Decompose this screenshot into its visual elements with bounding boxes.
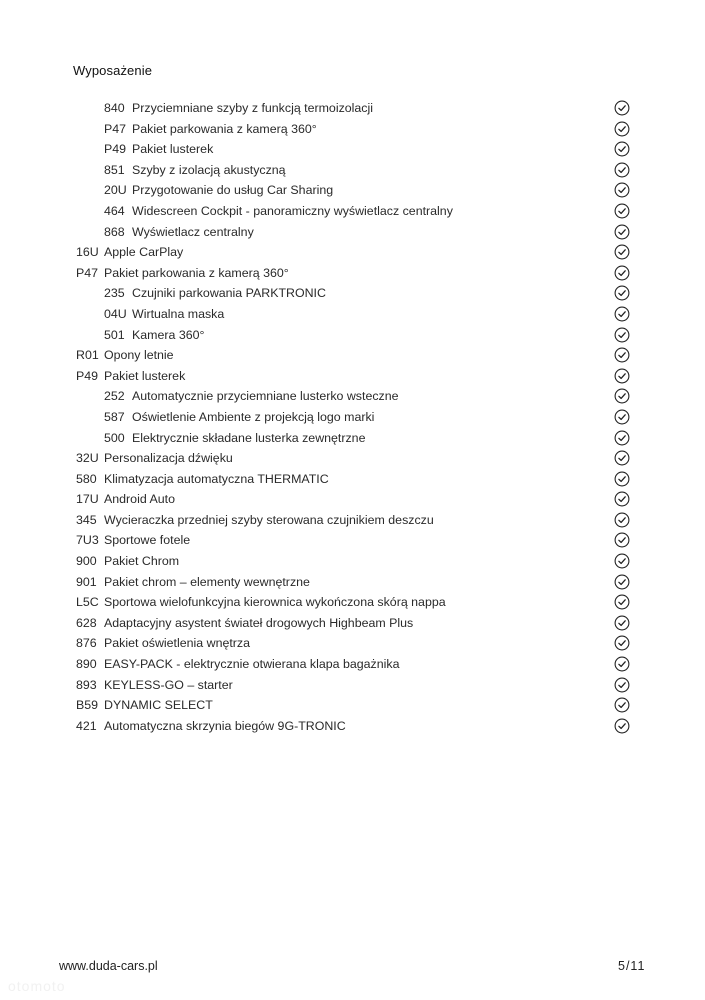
equipment-item — [0, 633, 705, 654]
equipment-item — [0, 489, 705, 510]
equipment-item — [0, 222, 705, 243]
equipment-code: 890 — [76, 657, 97, 672]
equipment-item — [0, 572, 705, 593]
equipment-code: 345 — [76, 512, 97, 527]
equipment-item — [0, 428, 705, 449]
equipment-label: Przyciemniane szyby z funkcją termoizolacji — [132, 101, 374, 115]
equipment-label: Elektrycznie składane lusterka zewnętrzne — [132, 430, 366, 445]
check-circle-icon — [614, 512, 630, 528]
footer-website-url[interactable]: www.duda-cars.pl — [59, 959, 158, 973]
equipment-code: L5C — [76, 595, 99, 610]
check-circle-icon — [614, 388, 630, 404]
equipment-item — [0, 283, 705, 304]
watermark: otomoto — [8, 978, 66, 994]
equipment-code: 04U — [104, 306, 127, 321]
equipment-item — [0, 263, 705, 284]
check-circle-icon — [614, 141, 630, 157]
equipment-code: B59 — [76, 698, 99, 713]
check-circle-icon — [614, 347, 630, 363]
equipment-label: Sportowe fotele — [104, 533, 191, 548]
check-circle-icon — [614, 615, 630, 631]
equipment-label: Pakiet parkowania z kamerą 360° — [132, 121, 317, 136]
equipment-label: Android Auto — [104, 492, 175, 507]
equipment-label: Apple CarPlay — [104, 245, 184, 260]
equipment-item — [0, 201, 705, 222]
equipment-label: Sportowa wielofunkcyjna kierownica wykończona skórą nappa — [104, 595, 446, 610]
check-circle-icon — [614, 491, 630, 507]
check-circle-icon — [614, 471, 630, 487]
equipment-label: Automatycznie przyciemniane lusterko wsteczne — [132, 389, 399, 404]
equipment-code: P49 — [76, 368, 99, 383]
equipment-item — [0, 160, 705, 181]
equipment-label: Klimatyzacja automatyczna THERMATIC — [104, 471, 329, 486]
equipment-code: 893 — [76, 677, 97, 692]
equipment-item — [0, 139, 705, 160]
equipment-label: KEYLESS-GO – starter — [104, 677, 233, 692]
equipment-label: Opony letnie — [104, 348, 174, 363]
equipment-label: Wirtualna maska — [132, 306, 225, 321]
equipment-code: 32U — [76, 451, 99, 466]
check-circle-icon — [614, 697, 630, 713]
equipment-item — [0, 325, 705, 346]
equipment-item — [0, 448, 705, 469]
check-circle-icon — [614, 532, 630, 548]
equipment-label: Kamera 360° — [132, 327, 205, 342]
check-circle-icon — [614, 265, 630, 281]
check-circle-icon — [614, 553, 630, 569]
equipment-code: 901 — [76, 574, 97, 589]
check-circle-icon — [614, 224, 630, 240]
equipment-code: 464 — [104, 203, 125, 218]
equipment-code: 840 — [104, 101, 125, 115]
check-circle-icon — [614, 677, 630, 693]
equipment-code: 501 — [104, 327, 125, 342]
equipment-item — [0, 345, 705, 366]
equipment-code: 900 — [76, 554, 97, 569]
equipment-code: 20U — [104, 183, 127, 198]
equipment-code: 580 — [76, 471, 97, 486]
equipment-label: Pakiet oświetlenia wnętrza — [104, 636, 251, 651]
equipment-code: 235 — [104, 286, 125, 301]
equipment-item — [0, 407, 705, 428]
section-title: Wyposażenie — [73, 63, 153, 78]
equipment-item — [0, 180, 705, 201]
equipment-item — [0, 654, 705, 675]
equipment-item — [0, 366, 705, 387]
equipment-label: Szyby z izolacją akustyczną — [132, 162, 286, 177]
check-circle-icon — [614, 368, 630, 384]
equipment-item — [0, 551, 705, 572]
equipment-label: Czujniki parkowania PARKTRONIC — [132, 286, 326, 301]
check-circle-icon — [614, 718, 630, 734]
equipment-code: 17U — [76, 492, 99, 507]
equipment-label: Pakiet Chrom — [104, 554, 180, 569]
equipment-code: 7U3 — [76, 533, 99, 548]
check-circle-icon — [614, 430, 630, 446]
equipment-label: Przygotowanie do usług Car Sharing — [132, 183, 334, 198]
equipment-item — [0, 613, 705, 634]
equipment-code: 421 — [76, 718, 97, 733]
equipment-code: P47 — [104, 121, 127, 136]
equipment-item — [0, 530, 705, 551]
check-circle-icon — [614, 450, 630, 466]
equipment-code: 252 — [104, 389, 125, 404]
check-circle-icon — [614, 121, 630, 137]
check-circle-icon — [614, 409, 630, 425]
equipment-label: Pakiet chrom – elementy wewnętrzne — [104, 574, 310, 589]
equipment-label: Oświetlenie Ambiente z projekcją logo marki — [132, 409, 375, 424]
equipment-list — [0, 98, 705, 736]
equipment-label: Pakiet lusterek — [104, 368, 186, 383]
equipment-code: 500 — [104, 430, 125, 445]
equipment-item — [0, 716, 705, 737]
check-circle-icon — [614, 635, 630, 651]
equipment-label: EASY-PACK - elektrycznie otwierana klapa bagażnika — [104, 657, 400, 672]
equipment-label: Pakiet parkowania z kamerą 360° — [104, 265, 289, 280]
check-circle-icon — [614, 306, 630, 322]
equipment-code: P47 — [76, 265, 99, 280]
equipment-item — [0, 386, 705, 407]
check-circle-icon — [614, 285, 630, 301]
check-circle-icon — [614, 100, 630, 116]
check-circle-icon — [614, 656, 630, 672]
equipment-label: Automatyczna skrzynia biegów 9G-TRONIC — [104, 718, 346, 733]
equipment-code: 587 — [104, 409, 125, 424]
check-circle-icon — [614, 203, 630, 219]
equipment-label: Wyświetlacz centralny — [132, 224, 254, 239]
equipment-code: R01 — [76, 348, 99, 363]
equipment-code: 876 — [76, 636, 97, 651]
check-circle-icon — [614, 162, 630, 178]
equipment-code: P49 — [104, 142, 127, 157]
equipment-item — [0, 119, 705, 140]
equipment-label: Personalizacja dźwięku — [104, 451, 233, 466]
equipment-item — [0, 675, 705, 696]
equipment-item — [0, 98, 705, 119]
equipment-item — [0, 592, 705, 613]
check-circle-icon — [614, 182, 630, 198]
equipment-label: Pakiet lusterek — [132, 142, 214, 157]
equipment-code: 851 — [104, 162, 125, 177]
equipment-label: Adaptacyjny asystent świateł drogowych Highbeam Plus — [104, 615, 414, 630]
equipment-code: 16U — [76, 245, 99, 260]
equipment-item — [0, 695, 705, 716]
check-circle-icon — [614, 594, 630, 610]
equipment-code: 628 — [76, 615, 97, 630]
equipment-item — [0, 242, 705, 263]
equipment-item — [0, 510, 705, 531]
page-number: 5/11 — [618, 959, 646, 973]
check-circle-icon — [614, 574, 630, 590]
equipment-item — [0, 469, 705, 490]
equipment-label: DYNAMIC SELECT — [104, 698, 213, 713]
check-circle-icon — [614, 244, 630, 260]
equipment-code: 868 — [104, 224, 125, 239]
equipment-item — [0, 304, 705, 325]
check-circle-icon — [614, 327, 630, 343]
equipment-label: Wycieraczka przedniej szyby sterowana czujnikiem deszczu — [104, 512, 434, 527]
equipment-label: Widescreen Cockpit - panoramiczny wyświetlacz centralny — [132, 203, 453, 218]
